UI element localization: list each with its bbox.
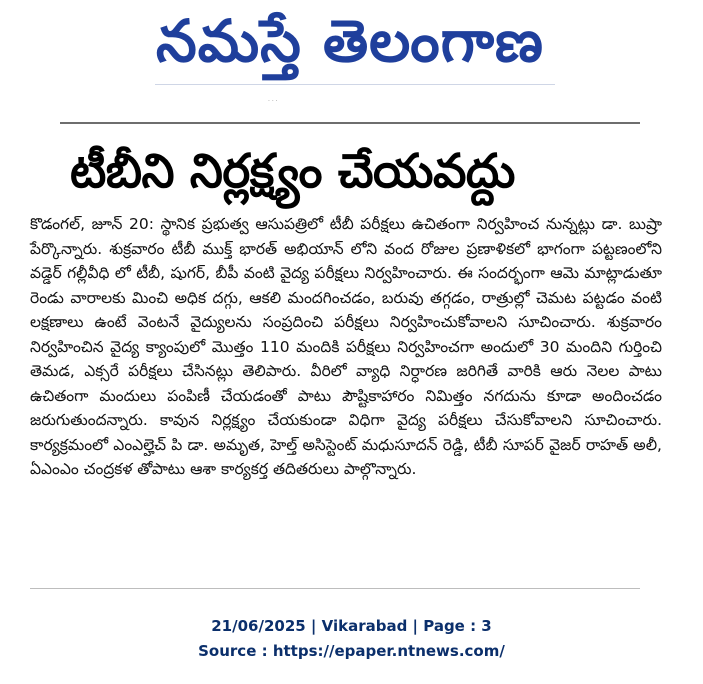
- newspaper-logo-title: నమస్తే తెలంగాణ: [156, 7, 544, 75]
- masthead: [60, 4, 700, 90]
- footer-date-edition-page: 21/06/2025 | Vikarabad | Page : 3: [211, 617, 492, 635]
- clipping-footer: [0, 614, 703, 664]
- article-bottom-divider: [30, 588, 640, 589]
- footer-source-link[interactable]: Source : https://epaper.ntnews.com/: [198, 642, 505, 660]
- article-body: [30, 212, 662, 482]
- article-paragraph: కొడంగల్, జూన్ 20: స్థానిక ప్రభుత్వ ఆసుపత్రిలో టీబీ పరీక్షలు ఉచితంగా నిర్వహించ నున్నట్లు డా. బుష్రా పేర్కొన్నారు. శుక్రవారం టీబీ ముక్త్ భారత్ అభియాన్ లోని వంద రోజుల ప్రణాళికలో భాగంగా పట్టణంలోని వడ్డెర్ గల్లీవీధి లో టీబీ, షుగర్, బీపీ వంటి వైద్య పరీక్షలు నిర్వహించారు. ఈ సందర్భంగా ఆమె మాట్లాడుతూ రెండు వారాలకు మించి అధిక దగ్గు, ఆకలి మందగించడం, బరువు తగ్గడం, రాత్రుల్లో చెమట పట్టడం వంటి లక్షణాలు ఉంటే వెంటనే వైద్యులను సంప్రదించి పరీక్షలు నిర్వహించుకోవాలని సూచించారు. శుక్రవారం నిర్వహించిన వైద్య క్యాంపులో మొత్తం 110 మందికి పరీక్షలు నిర్వహించగా అందులో 30 మందిని గుర్తించి తెమడ, ఎక్సరే పరీక్షలు చేసినట్లు తెలిపారు. వీరిలో వ్యాధి నిర్ధారణ జరిగితే వారికి ఆరు నెలల పాటు ఉచితంగా మందులు పంపిణీ చేయడంతో పాటు పౌష్టికాహారం నిమిత్తం నగదును కూడా అందించడం జరుగుతుందన్నారు. కావున నిర్లక్ష్యం చేయకుండా విధిగా వైద్య పరీక్షలు చేసుకోవాలని సూచించారు. కార్యక్రమంలో ఎంఎల్హెచ్ పి డా. అమృత, హెల్త్ అసిస్టెంట్ మధుసూదన్ రెడ్డి, టీబీ సూపర్ వైజర్ రాహత్ అలీ, ఏఎంఎం చంద్రకళ తోపాటు ఆశా కార్యకర్త తదితరులు పాల్గొన్నారు.: [30, 215, 662, 478]
- header-divider: [60, 122, 640, 124]
- article-headline: టీబీని నిర్లక్ష్యం చేయవద్దు: [70, 144, 515, 199]
- masthead-underline: [155, 84, 555, 85]
- masthead-tiny-mark: · · ·: [268, 98, 278, 105]
